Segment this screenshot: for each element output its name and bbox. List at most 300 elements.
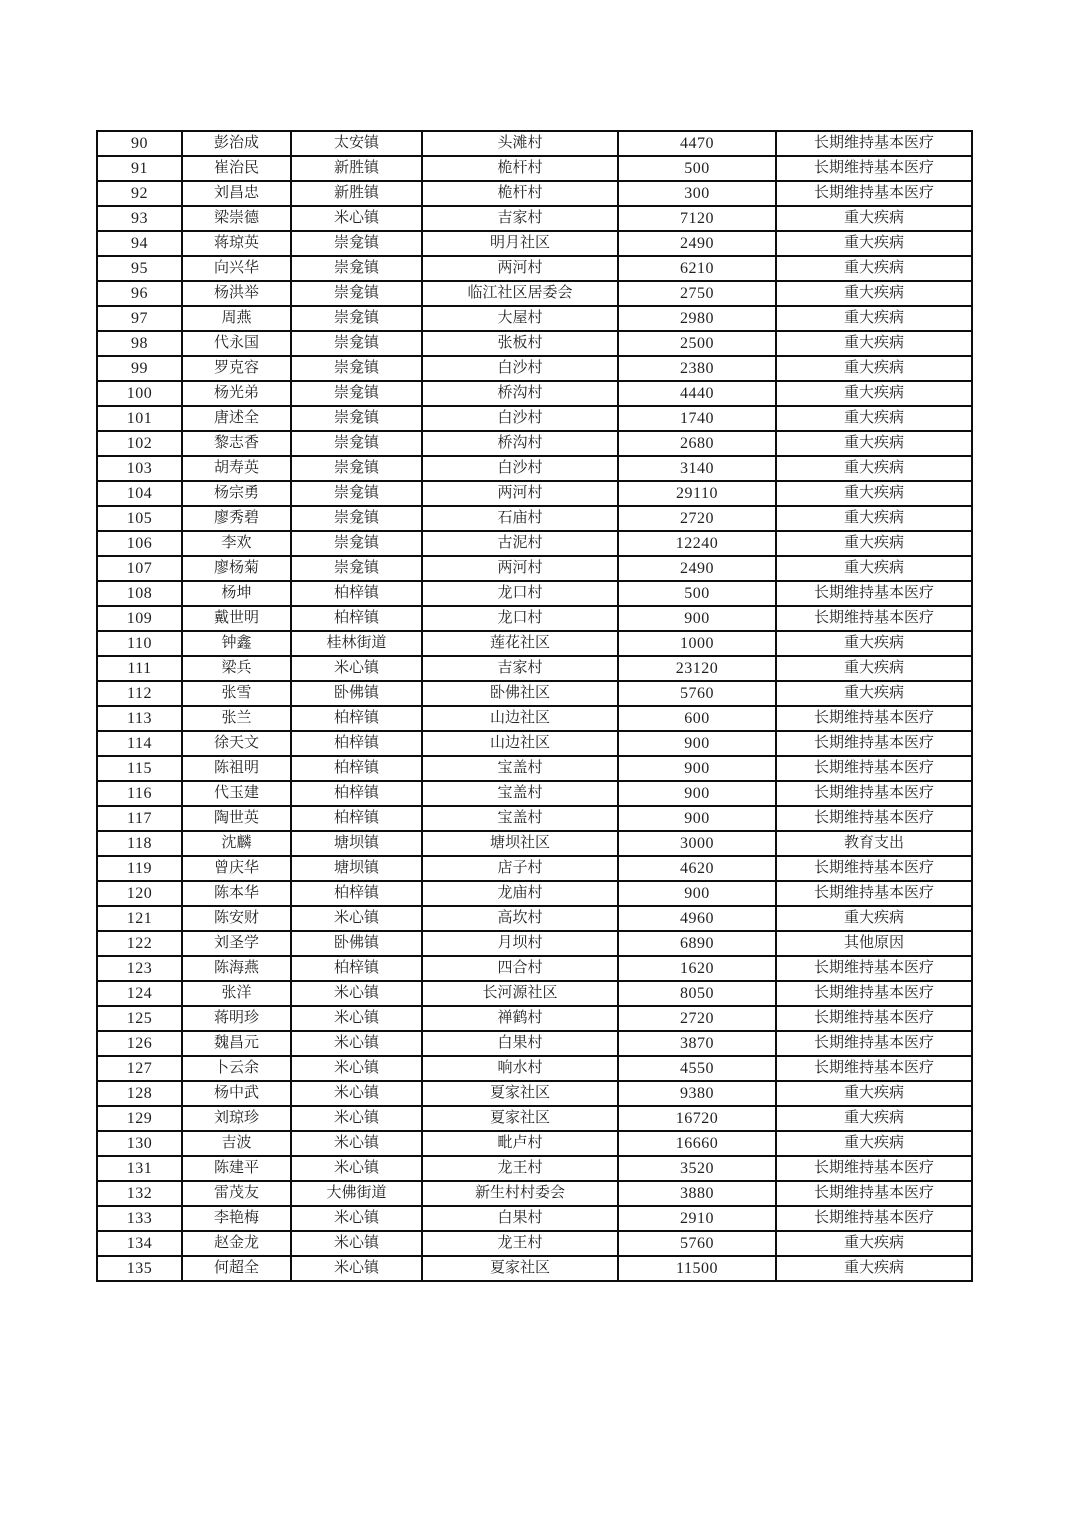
cell-row-no: 97	[97, 306, 182, 331]
cell-name: 戴世明	[182, 606, 291, 631]
cell-name: 卜云余	[182, 1056, 291, 1081]
cell-amount: 2380	[618, 356, 776, 381]
cell-village: 张板村	[422, 331, 618, 356]
cell-reason: 长期维持基本医疗	[776, 606, 972, 631]
cell-row-no: 130	[97, 1131, 182, 1156]
cell-name: 唐述全	[182, 406, 291, 431]
cell-name: 钟鑫	[182, 631, 291, 656]
cell-reason: 重大疾病	[776, 231, 972, 256]
table-row	[97, 856, 972, 881]
cell-town: 崇龛镇	[291, 406, 422, 431]
cell-village: 响水村	[422, 1056, 618, 1081]
cell-reason: 长期维持基本医疗	[776, 156, 972, 181]
cell-name: 张洋	[182, 981, 291, 1006]
cell-village: 两河村	[422, 256, 618, 281]
cell-name: 张兰	[182, 706, 291, 731]
cell-reason: 重大疾病	[776, 556, 972, 581]
cell-amount: 2680	[618, 431, 776, 456]
table-row	[97, 206, 972, 231]
table-row	[97, 156, 972, 181]
cell-amount: 16660	[618, 1131, 776, 1156]
cell-town: 崇龛镇	[291, 431, 422, 456]
cell-row-no: 103	[97, 456, 182, 481]
cell-town: 米心镇	[291, 981, 422, 1006]
cell-name: 蒋明珍	[182, 1006, 291, 1031]
cell-village: 临江社区居委会	[422, 281, 618, 306]
table-row	[97, 931, 972, 956]
cell-row-no: 104	[97, 481, 182, 506]
cell-amount: 4550	[618, 1056, 776, 1081]
cell-row-no: 129	[97, 1106, 182, 1131]
cell-amount: 5760	[618, 681, 776, 706]
cell-name: 代永国	[182, 331, 291, 356]
table-row	[97, 1256, 972, 1281]
cell-amount: 4470	[618, 131, 776, 156]
cell-reason: 重大疾病	[776, 1131, 972, 1156]
cell-reason: 长期维持基本医疗	[776, 881, 972, 906]
cell-village: 两河村	[422, 556, 618, 581]
table-row	[97, 731, 972, 756]
cell-name: 陈本华	[182, 881, 291, 906]
cell-amount: 900	[618, 806, 776, 831]
cell-village: 白果村	[422, 1206, 618, 1231]
cell-row-no: 123	[97, 956, 182, 981]
cell-town: 新胜镇	[291, 181, 422, 206]
cell-row-no: 96	[97, 281, 182, 306]
cell-reason: 重大疾病	[776, 281, 972, 306]
cell-reason: 重大疾病	[776, 506, 972, 531]
cell-reason: 长期维持基本医疗	[776, 1031, 972, 1056]
cell-reason: 长期维持基本医疗	[776, 181, 972, 206]
cell-village: 龙口村	[422, 581, 618, 606]
subsidy-table	[96, 130, 973, 1282]
cell-row-no: 95	[97, 256, 182, 281]
cell-reason: 长期维持基本医疗	[776, 731, 972, 756]
table-row	[97, 756, 972, 781]
cell-row-no: 94	[97, 231, 182, 256]
table-row	[97, 831, 972, 856]
cell-row-no: 134	[97, 1231, 182, 1256]
cell-name: 向兴华	[182, 256, 291, 281]
cell-town: 崇龛镇	[291, 456, 422, 481]
cell-reason: 重大疾病	[776, 906, 972, 931]
cell-name: 沈麟	[182, 831, 291, 856]
cell-row-no: 99	[97, 356, 182, 381]
cell-village: 新生村村委会	[422, 1181, 618, 1206]
cell-row-no: 90	[97, 131, 182, 156]
cell-amount: 900	[618, 606, 776, 631]
cell-reason: 长期维持基本医疗	[776, 1006, 972, 1031]
table-row	[97, 1181, 972, 1206]
cell-amount: 900	[618, 756, 776, 781]
cell-reason: 重大疾病	[776, 456, 972, 481]
cell-amount: 1000	[618, 631, 776, 656]
cell-town: 崇龛镇	[291, 506, 422, 531]
subsidy-table-body	[97, 131, 972, 1281]
table-row	[97, 606, 972, 631]
cell-village: 宝盖村	[422, 806, 618, 831]
cell-reason: 长期维持基本医疗	[776, 956, 972, 981]
cell-town: 米心镇	[291, 1156, 422, 1181]
cell-village: 夏家社区	[422, 1081, 618, 1106]
cell-name: 赵金龙	[182, 1231, 291, 1256]
cell-village: 桅杆村	[422, 181, 618, 206]
cell-town: 崇龛镇	[291, 331, 422, 356]
cell-name: 廖杨菊	[182, 556, 291, 581]
cell-row-no: 125	[97, 1006, 182, 1031]
cell-reason: 重大疾病	[776, 381, 972, 406]
cell-reason: 重大疾病	[776, 631, 972, 656]
cell-town: 米心镇	[291, 656, 422, 681]
table-row	[97, 1156, 972, 1181]
cell-town: 米心镇	[291, 1131, 422, 1156]
cell-amount: 300	[618, 181, 776, 206]
table-row	[97, 256, 972, 281]
table-row	[97, 556, 972, 581]
cell-amount: 3520	[618, 1156, 776, 1181]
table-row	[97, 906, 972, 931]
cell-amount: 5760	[618, 1231, 776, 1256]
cell-name: 崔治民	[182, 156, 291, 181]
cell-town: 米心镇	[291, 1056, 422, 1081]
table-row	[97, 381, 972, 406]
cell-town: 米心镇	[291, 1006, 422, 1031]
cell-village: 古泥村	[422, 531, 618, 556]
cell-name: 陈安财	[182, 906, 291, 931]
cell-village: 头滩村	[422, 131, 618, 156]
cell-name: 雷茂友	[182, 1181, 291, 1206]
cell-village: 白沙村	[422, 356, 618, 381]
cell-town: 米心镇	[291, 1231, 422, 1256]
cell-town: 崇龛镇	[291, 231, 422, 256]
cell-reason: 重大疾病	[776, 1106, 972, 1131]
cell-town: 柏梓镇	[291, 606, 422, 631]
cell-town: 柏梓镇	[291, 731, 422, 756]
cell-town: 米心镇	[291, 1206, 422, 1231]
cell-row-no: 119	[97, 856, 182, 881]
cell-name: 梁崇德	[182, 206, 291, 231]
cell-reason: 重大疾病	[776, 681, 972, 706]
table-row	[97, 631, 972, 656]
cell-row-no: 110	[97, 631, 182, 656]
table-row	[97, 356, 972, 381]
cell-village: 桥沟村	[422, 431, 618, 456]
cell-reason: 长期维持基本医疗	[776, 856, 972, 881]
cell-amount: 500	[618, 581, 776, 606]
cell-reason: 重大疾病	[776, 306, 972, 331]
cell-village: 塘坝社区	[422, 831, 618, 856]
table-row	[97, 806, 972, 831]
cell-town: 卧佛镇	[291, 681, 422, 706]
cell-row-no: 113	[97, 706, 182, 731]
cell-reason: 长期维持基本医疗	[776, 1181, 972, 1206]
cell-town: 柏梓镇	[291, 581, 422, 606]
cell-row-no: 98	[97, 331, 182, 356]
cell-reason: 重大疾病	[776, 1081, 972, 1106]
cell-town: 崇龛镇	[291, 531, 422, 556]
cell-name: 吉波	[182, 1131, 291, 1156]
table-row	[97, 181, 972, 206]
table-row	[97, 981, 972, 1006]
cell-village: 毗卢村	[422, 1131, 618, 1156]
table-row	[97, 306, 972, 331]
table-row	[97, 1006, 972, 1031]
cell-amount: 1740	[618, 406, 776, 431]
cell-amount: 3140	[618, 456, 776, 481]
cell-village: 宝盖村	[422, 781, 618, 806]
cell-reason: 长期维持基本医疗	[776, 981, 972, 1006]
cell-village: 龙王村	[422, 1231, 618, 1256]
cell-row-no: 102	[97, 431, 182, 456]
cell-name: 杨宗勇	[182, 481, 291, 506]
cell-name: 周燕	[182, 306, 291, 331]
cell-row-no: 105	[97, 506, 182, 531]
cell-row-no: 111	[97, 656, 182, 681]
cell-name: 廖秀碧	[182, 506, 291, 531]
cell-town: 崇龛镇	[291, 281, 422, 306]
cell-town: 柏梓镇	[291, 781, 422, 806]
cell-name: 杨洪举	[182, 281, 291, 306]
table-row	[97, 1206, 972, 1231]
table-row	[97, 231, 972, 256]
cell-village: 卧佛社区	[422, 681, 618, 706]
table-row	[97, 781, 972, 806]
cell-village: 四合村	[422, 956, 618, 981]
cell-name: 黎志香	[182, 431, 291, 456]
cell-row-no: 91	[97, 156, 182, 181]
cell-name: 代玉建	[182, 781, 291, 806]
cell-amount: 29110	[618, 481, 776, 506]
table-row	[97, 1056, 972, 1081]
cell-town: 新胜镇	[291, 156, 422, 181]
cell-reason: 重大疾病	[776, 431, 972, 456]
cell-reason: 长期维持基本医疗	[776, 131, 972, 156]
cell-amount: 2500	[618, 331, 776, 356]
cell-amount: 23120	[618, 656, 776, 681]
cell-name: 杨中武	[182, 1081, 291, 1106]
cell-amount: 4960	[618, 906, 776, 931]
cell-village: 夏家社区	[422, 1106, 618, 1131]
cell-town: 米心镇	[291, 1106, 422, 1131]
cell-row-no: 118	[97, 831, 182, 856]
cell-village: 两河村	[422, 481, 618, 506]
cell-reason: 其他原因	[776, 931, 972, 956]
table-row	[97, 456, 972, 481]
table-row	[97, 1131, 972, 1156]
cell-amount: 6210	[618, 256, 776, 281]
cell-amount: 7120	[618, 206, 776, 231]
cell-town: 米心镇	[291, 906, 422, 931]
cell-name: 刘昌忠	[182, 181, 291, 206]
cell-name: 梁兵	[182, 656, 291, 681]
cell-row-no: 116	[97, 781, 182, 806]
cell-row-no: 126	[97, 1031, 182, 1056]
cell-reason: 重大疾病	[776, 1256, 972, 1281]
cell-reason: 教育支出	[776, 831, 972, 856]
cell-row-no: 109	[97, 606, 182, 631]
cell-row-no: 112	[97, 681, 182, 706]
cell-amount: 1620	[618, 956, 776, 981]
cell-town: 太安镇	[291, 131, 422, 156]
table-row	[97, 1231, 972, 1256]
cell-row-no: 106	[97, 531, 182, 556]
cell-row-no: 115	[97, 756, 182, 781]
cell-town: 崇龛镇	[291, 306, 422, 331]
cell-amount: 16720	[618, 1106, 776, 1131]
table-row	[97, 956, 972, 981]
cell-name: 何超全	[182, 1256, 291, 1281]
cell-row-no: 124	[97, 981, 182, 1006]
cell-village: 夏家社区	[422, 1256, 618, 1281]
cell-amount: 900	[618, 781, 776, 806]
cell-amount: 2980	[618, 306, 776, 331]
cell-name: 刘琼珍	[182, 1106, 291, 1131]
cell-reason: 长期维持基本医疗	[776, 581, 972, 606]
cell-village: 白沙村	[422, 406, 618, 431]
cell-village: 白果村	[422, 1031, 618, 1056]
table-row	[97, 281, 972, 306]
cell-row-no: 120	[97, 881, 182, 906]
cell-village: 龙王村	[422, 1156, 618, 1181]
cell-reason: 重大疾病	[776, 406, 972, 431]
cell-town: 柏梓镇	[291, 706, 422, 731]
cell-row-no: 131	[97, 1156, 182, 1181]
table-row	[97, 331, 972, 356]
cell-amount: 3870	[618, 1031, 776, 1056]
cell-name: 陈海燕	[182, 956, 291, 981]
table-row	[97, 656, 972, 681]
cell-reason: 长期维持基本医疗	[776, 806, 972, 831]
table-row	[97, 1081, 972, 1106]
table-row	[97, 431, 972, 456]
cell-reason: 重大疾病	[776, 256, 972, 281]
cell-amount: 9380	[618, 1081, 776, 1106]
cell-town: 米心镇	[291, 206, 422, 231]
cell-reason: 长期维持基本医疗	[776, 1156, 972, 1181]
cell-town: 柏梓镇	[291, 806, 422, 831]
cell-row-no: 93	[97, 206, 182, 231]
cell-town: 柏梓镇	[291, 956, 422, 981]
cell-village: 长河源社区	[422, 981, 618, 1006]
table-row	[97, 406, 972, 431]
cell-name: 曾庆华	[182, 856, 291, 881]
cell-row-no: 133	[97, 1206, 182, 1231]
cell-village: 龙口村	[422, 606, 618, 631]
table-row	[97, 706, 972, 731]
cell-amount: 2750	[618, 281, 776, 306]
cell-name: 李欢	[182, 531, 291, 556]
cell-amount: 900	[618, 731, 776, 756]
cell-name: 胡寿英	[182, 456, 291, 481]
cell-row-no: 100	[97, 381, 182, 406]
cell-town: 柏梓镇	[291, 881, 422, 906]
cell-reason: 长期维持基本医疗	[776, 756, 972, 781]
cell-town: 卧佛镇	[291, 931, 422, 956]
table-row	[97, 1106, 972, 1131]
cell-name: 陈祖明	[182, 756, 291, 781]
cell-row-no: 127	[97, 1056, 182, 1081]
cell-reason: 长期维持基本医疗	[776, 1206, 972, 1231]
cell-amount: 2720	[618, 506, 776, 531]
cell-amount: 3000	[618, 831, 776, 856]
cell-reason: 重大疾病	[776, 656, 972, 681]
cell-name: 李艳梅	[182, 1206, 291, 1231]
cell-amount: 11500	[618, 1256, 776, 1281]
cell-row-no: 117	[97, 806, 182, 831]
cell-row-no: 135	[97, 1256, 182, 1281]
cell-name: 蒋琼英	[182, 231, 291, 256]
cell-reason: 重大疾病	[776, 531, 972, 556]
cell-reason: 长期维持基本医疗	[776, 706, 972, 731]
cell-amount: 2490	[618, 231, 776, 256]
cell-reason: 重大疾病	[776, 206, 972, 231]
cell-town: 塘坝镇	[291, 856, 422, 881]
cell-reason: 重大疾病	[776, 356, 972, 381]
cell-town: 米心镇	[291, 1256, 422, 1281]
cell-town: 桂林街道	[291, 631, 422, 656]
cell-town: 柏梓镇	[291, 756, 422, 781]
cell-town: 崇龛镇	[291, 556, 422, 581]
table-row	[97, 581, 972, 606]
cell-village: 石庙村	[422, 506, 618, 531]
cell-amount: 6890	[618, 931, 776, 956]
cell-village: 禅鹤村	[422, 1006, 618, 1031]
cell-row-no: 101	[97, 406, 182, 431]
cell-row-no: 132	[97, 1181, 182, 1206]
cell-village: 莲花社区	[422, 631, 618, 656]
table-row	[97, 881, 972, 906]
cell-town: 米心镇	[291, 1031, 422, 1056]
cell-amount: 8050	[618, 981, 776, 1006]
cell-town: 米心镇	[291, 1081, 422, 1106]
cell-reason: 重大疾病	[776, 1231, 972, 1256]
cell-town: 塘坝镇	[291, 831, 422, 856]
cell-amount: 2490	[618, 556, 776, 581]
cell-reason: 长期维持基本医疗	[776, 781, 972, 806]
cell-name: 刘圣学	[182, 931, 291, 956]
cell-reason: 重大疾病	[776, 331, 972, 356]
cell-village: 大屋村	[422, 306, 618, 331]
cell-amount: 3880	[618, 1181, 776, 1206]
cell-village: 白沙村	[422, 456, 618, 481]
cell-village: 山边社区	[422, 731, 618, 756]
cell-village: 吉家村	[422, 206, 618, 231]
cell-row-no: 128	[97, 1081, 182, 1106]
cell-village: 高坎村	[422, 906, 618, 931]
cell-name: 张雪	[182, 681, 291, 706]
cell-amount: 500	[618, 156, 776, 181]
cell-amount: 900	[618, 881, 776, 906]
cell-village: 桅杆村	[422, 156, 618, 181]
cell-village: 明月社区	[422, 231, 618, 256]
cell-row-no: 114	[97, 731, 182, 756]
cell-town: 崇龛镇	[291, 256, 422, 281]
cell-row-no: 92	[97, 181, 182, 206]
cell-amount: 2910	[618, 1206, 776, 1231]
cell-village: 山边社区	[422, 706, 618, 731]
cell-village: 店子村	[422, 856, 618, 881]
cell-village: 月坝村	[422, 931, 618, 956]
cell-village: 龙庙村	[422, 881, 618, 906]
table-row	[97, 681, 972, 706]
cell-reason: 长期维持基本医疗	[776, 1056, 972, 1081]
cell-name: 魏昌元	[182, 1031, 291, 1056]
table-row	[97, 481, 972, 506]
cell-name: 杨光弟	[182, 381, 291, 406]
cell-town: 崇龛镇	[291, 481, 422, 506]
cell-amount: 600	[618, 706, 776, 731]
cell-row-no: 108	[97, 581, 182, 606]
